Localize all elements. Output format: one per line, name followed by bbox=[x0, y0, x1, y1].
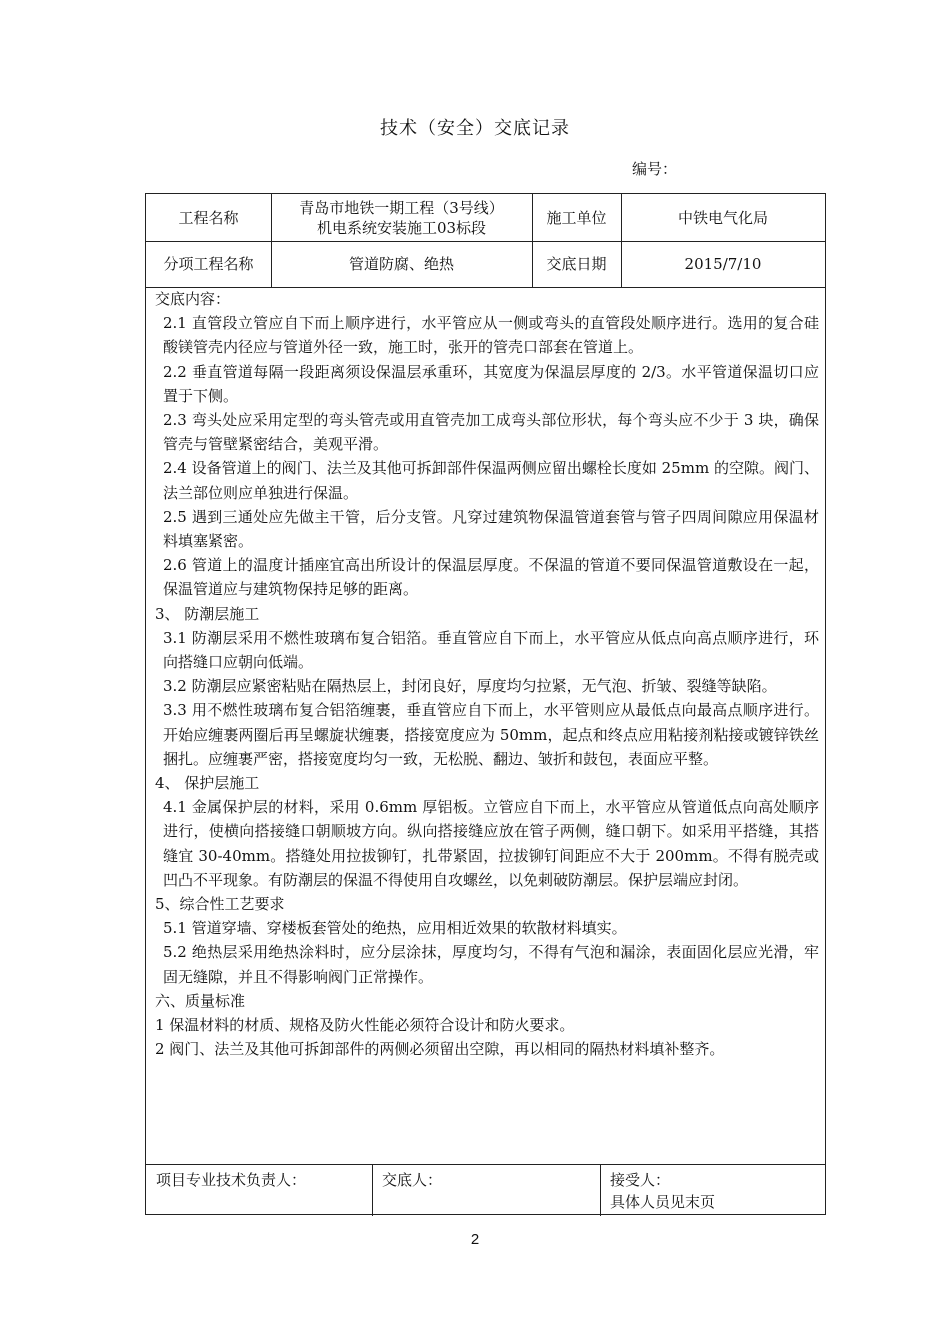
section-heading: 3、 防潮层施工 bbox=[155, 604, 260, 623]
footer-divider-1 bbox=[372, 1164, 373, 1216]
presenter-label: 交底人： bbox=[382, 1171, 443, 1189]
subitem-label: 分项工程名称 bbox=[163, 255, 254, 273]
project-name-label: 工程名称 bbox=[178, 208, 239, 227]
content-paragraph: 2.2 垂直管道每隔一段距离须设保温层承重环，其宽度为保温层厚度的 2/3。水平管道保温切口应置于下侧。 bbox=[163, 362, 819, 405]
record-table bbox=[145, 193, 826, 1215]
section-heading: 六、质量标准 bbox=[155, 991, 246, 1010]
content-paragraph: 5.2 绝热层采用绝热涂料时，应分层涂抹，厚度均匀，不得有气泡和漏涂，表面固化层应光滑，牢固无缝隙，并且不得影响阀门正常操作。 bbox=[163, 943, 819, 986]
content-paragraph: 5.1 管道穿墙、穿楼板套管处的绝热，应用相近效果的软散材料填实。 bbox=[163, 919, 627, 938]
content-paragraph: 3.3 用不燃性玻璃布复合铝箔缠裹，垂直管应自下而上，水平管则应从最低点向最高点顺序进行。开始应缠裹两圈后再呈螺旋状缠裹，搭接宽度应为 50mm，起点和终点应用粘接剂粘接或镀锌铁丝捆扎。应缠裹严密，搭接宽度均匀一致，无松脱、翻边、皱折和鼓包，表面应平整。 bbox=[163, 701, 819, 768]
content-paragraph: 4.1 金属保护层的材料，采用 0.6mm 厚铝板。立管应自下而上，水平管应从管道低点向高处顺序进行，使横向搭接缝口朝顺坡方向。纵向搭接缝应放在管子两侧，缝口朝下。如采用平搭缝，其搭缝宜 30-40mm。搭缝处用拉拔铆钉，扎带紧固，拉拔铆钉间距应不大于 200mm。不得有脱壳或凹凸不平现象。有防潮层的保温不得使用自攻螺丝，以免刺破防潮层。保护层端应封闭。 bbox=[163, 798, 819, 889]
content-paragraph: 2.3 弯头处应采用定型的弯头管壳或用直管壳加工成弯头部位形状，每个弯头应不少于 3 块，确保管壳与管壁紧密结合，美观平滑。 bbox=[163, 411, 819, 454]
disclosure-content bbox=[155, 287, 819, 1062]
content-paragraph: 2.4 设备管道上的阀门、法兰及其他可拆卸部件保温两侧应留出螺栓长度如 25mm 的空隙。阀门、法兰部位则应单独进行保温。 bbox=[163, 459, 819, 502]
content-paragraph: 2 阀门、法兰及其他可拆卸部件的两侧必须留出空隙，再以相同的隔热材料填补整齐。 bbox=[155, 1040, 725, 1059]
record-number-label: 编号： bbox=[632, 160, 678, 178]
receiver-label: 接受人： bbox=[610, 1171, 671, 1189]
section-heading: 4、 保护层施工 bbox=[155, 774, 260, 793]
project-name-line2: 机电系统安装施工03标段 bbox=[316, 218, 487, 237]
row-divider-3 bbox=[146, 1164, 825, 1165]
document-title: 技术（安全）交底记录 bbox=[380, 118, 570, 139]
footer-divider-2 bbox=[600, 1164, 601, 1216]
tech-lead-label: 项目专业技术负责人： bbox=[156, 1171, 307, 1189]
section-heading: 5、综合性工艺要求 bbox=[155, 895, 285, 914]
content-paragraph: 2.1 直管段立管应自下而上顺序进行，水平管应从一侧或弯头的直管段处顺序进行。选用的复合硅酸镁管壳内径应与管道外径一致，施工时，张开的管壳口部套在管道上。 bbox=[163, 314, 819, 357]
date-label: 交底日期 bbox=[546, 255, 607, 273]
construction-unit-value: 中铁电气化局 bbox=[677, 208, 768, 227]
content-paragraph: 3.1 防潮层采用不燃性玻璃布复合铝箔。垂直管应自下而上，水平管应从低点向高点顺序进行，环向搭缝口应朝向低端。 bbox=[163, 628, 819, 672]
content-heading: 交底内容： bbox=[155, 290, 231, 308]
project-name-line1: 青岛市地铁一期工程（3号线） bbox=[299, 198, 504, 217]
content-paragraph: 2.6 管道上的温度计插座宜高出所设计的保温层厚度。不保温的管道不要同保温管道敷设在一起，保温管道应与建筑物保持足够的距离。 bbox=[163, 556, 819, 599]
construction-unit-label: 施工单位 bbox=[546, 208, 607, 227]
project-name-value bbox=[271, 194, 532, 241]
page-number: 2 bbox=[470, 1231, 480, 1248]
subitem-value: 管道防腐、绝热 bbox=[348, 255, 454, 273]
content-paragraph: 3.2 防潮层应紧密粘贴在隔热层上，封闭良好，厚度均匀拉紧，无气泡、折皱、裂缝等缺陷。 bbox=[163, 677, 777, 696]
date-value: 2015/7/10 bbox=[684, 255, 762, 273]
receiver-note: 具体人员见末页 bbox=[610, 1193, 716, 1211]
content-paragraph: 2.5 遇到三通处应先做主干管，后分支管。凡穿过建筑物保温管道套管与管子四周间隙应用保温材料填塞紧密。 bbox=[163, 507, 819, 551]
content-paragraph: 1 保温材料的材质、规格及防火性能必须符合设计和防火要求。 bbox=[155, 1016, 575, 1035]
